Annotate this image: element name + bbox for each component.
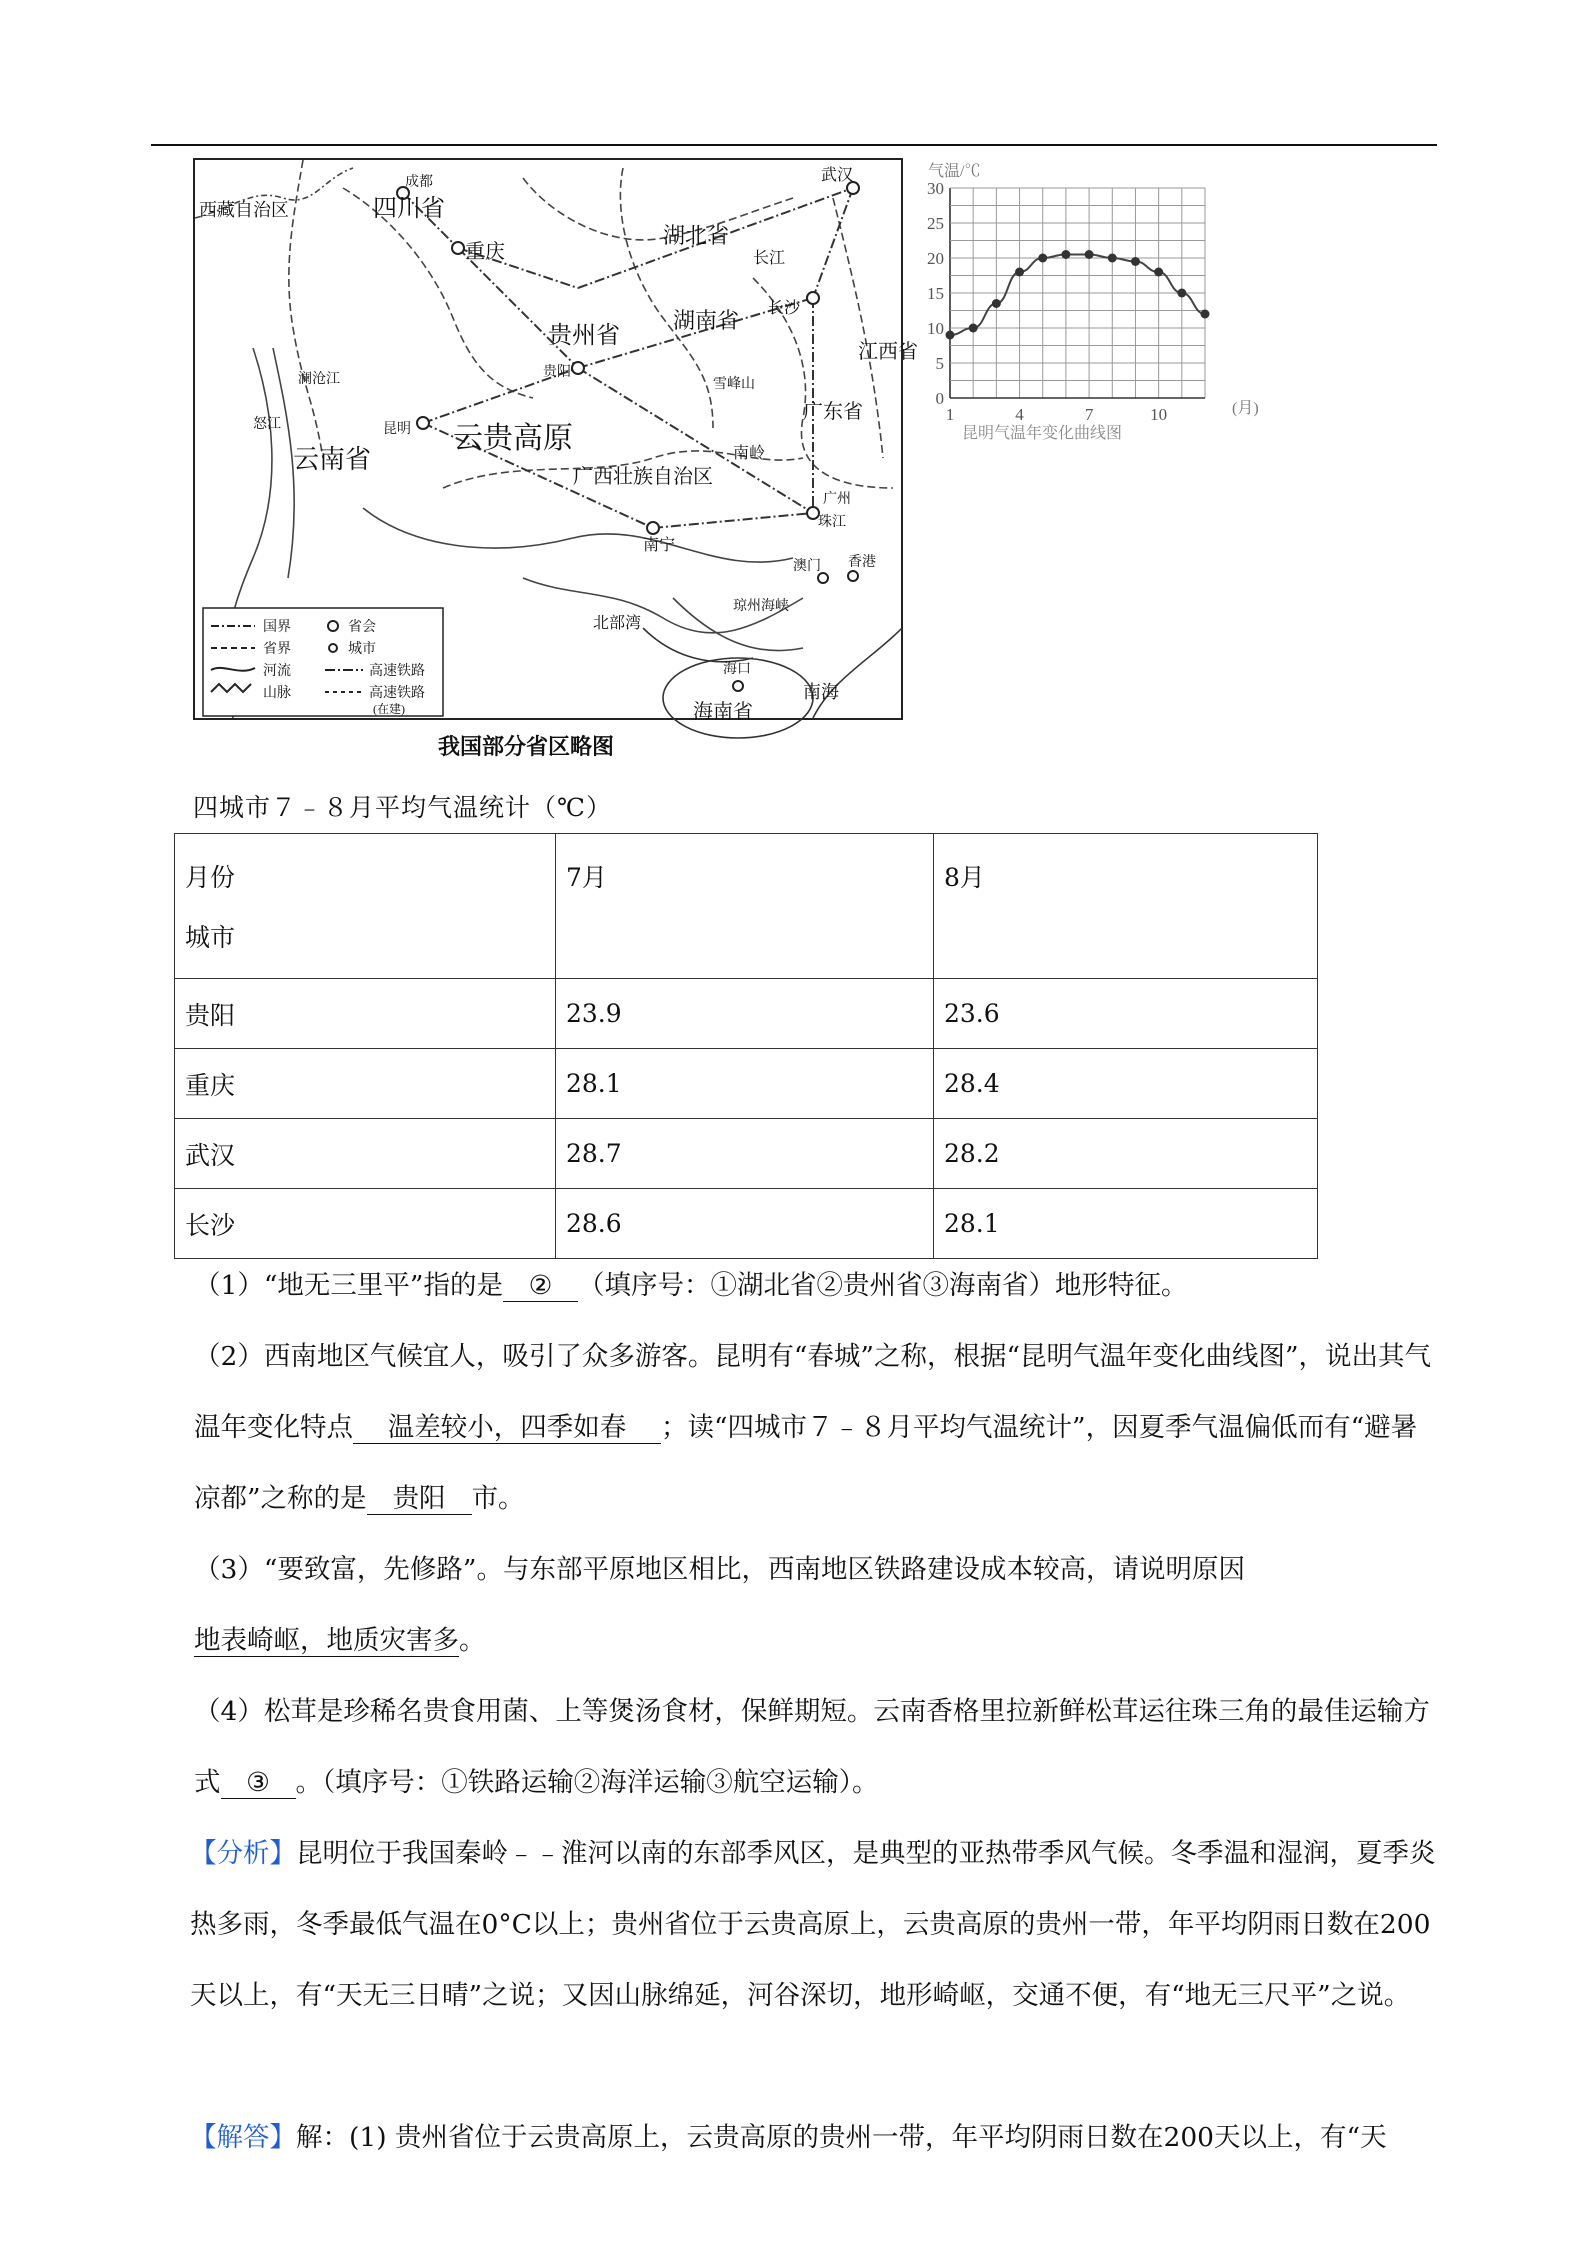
chart-data-point	[1177, 289, 1186, 298]
chart-ytick-label: 10	[927, 319, 944, 338]
map-city-zhujiang: 珠江	[818, 515, 846, 530]
table-row	[175, 1119, 1318, 1189]
map-city-wuhan: 武汉	[821, 167, 854, 184]
header-month: 月份	[185, 863, 236, 892]
chart-data-point	[1015, 268, 1024, 277]
map-legend	[203, 608, 443, 716]
legend-shenghui: 省会	[348, 620, 376, 635]
header-city: 城市	[185, 923, 236, 952]
chart-data-point	[1108, 254, 1117, 263]
map-label-sichuan: 四川省	[373, 196, 445, 222]
analysis-section	[190, 1818, 1440, 2031]
chart-xtick-label: 10	[1150, 405, 1168, 424]
chart-data-point	[992, 299, 1001, 308]
q4-answer: ③	[221, 1768, 296, 1799]
map-city-chongqing: 重庆	[465, 241, 505, 263]
question-3	[190, 1534, 1440, 1676]
header-rule	[151, 144, 1437, 146]
chart-ytick-label: 30	[927, 179, 944, 198]
map-feature-qiongzhou: 琼州海峡	[733, 599, 789, 614]
legend-chengshi: 城市	[348, 642, 376, 657]
map-city-nanning: 南宁	[643, 537, 676, 554]
legend-zaijian: (在建)	[373, 702, 405, 716]
q2-answer-1: 温差较小，四季如春	[353, 1413, 661, 1444]
map-feature-nanhai: 南海	[803, 682, 839, 702]
map-city-haikou: 海口	[723, 662, 751, 677]
table-row	[175, 1049, 1318, 1119]
map-label-guizhou: 贵州省	[548, 323, 620, 349]
cell-jul: 28.7	[556, 1119, 934, 1189]
q3-answer: 地表崎岖，地质灾害多	[194, 1625, 459, 1656]
analysis-tag: 【分析】	[190, 1838, 296, 1869]
analysis-text: 昆明位于我国秦岭﹣﹣淮河以南的东部季风区，是典型的亚热带季风气候。冬季温和湿润，夏季炎热多雨，冬季最低气温在0°C以上；贵州省位于云贵高原上，云贵高原的贵州一带，年平均阴雨日数在200天以上，有“天无三日晴”之说；又因山脉绵延，河谷深切，地形崎岖，交通不便，有“地无三尺平”之说。	[190, 1838, 1436, 2011]
chart-ylabel: 气温/℃	[928, 163, 981, 180]
legend-shanmai: 山脉	[263, 686, 291, 701]
cell-city: 贵阳	[175, 979, 556, 1049]
cell-aug: 23.6	[934, 979, 1318, 1049]
table-row	[175, 1189, 1318, 1259]
map-feature-yungui: 云贵高原	[453, 422, 573, 455]
cell-city: 武汉	[175, 1119, 556, 1189]
map-feature-nanling: 南岭	[733, 445, 766, 462]
q1-answer: ②	[503, 1271, 578, 1302]
map-city-guiyang: 贵阳	[543, 365, 571, 380]
chart-data-point	[1038, 254, 1047, 263]
chart-data-point	[1154, 268, 1163, 277]
q2-suffix: 市。	[471, 1483, 525, 1514]
province-map	[193, 158, 918, 766]
legend-heliu: 河流	[263, 664, 291, 679]
map-city-guangzhou: 广州	[823, 492, 851, 507]
q4-prefix: （4）松茸是珍稀名贵食用菌、上等煲汤食材，保鲜期短。云南香格里拉新鲜松茸运往珠三角的最佳运输方式	[194, 1696, 1430, 1798]
legend-shengjie: 省界	[263, 642, 291, 657]
chart-ytick-label: 5	[935, 354, 944, 373]
q1-suffix: （填序号：①湖北省②贵州省③海南省）地形特征。	[577, 1270, 1188, 1301]
chart-line-series	[950, 255, 1205, 336]
chart-xtick-label: 7	[1084, 405, 1094, 424]
map-label-hubei: 湖北省	[663, 223, 730, 248]
q2-middle: ；读“四城市７﹣８月平均气温统计”，因夏季气温偏低而有“避暑凉都”之称的是	[194, 1412, 1418, 1514]
header-aug: 8月	[934, 834, 1318, 979]
chart-xtick-label: 4	[1015, 405, 1024, 424]
table-caption: 四城市７﹣８月平均气温统计（℃）	[193, 793, 612, 822]
cell-jul: 28.1	[556, 1049, 934, 1119]
table-header-row	[175, 834, 1318, 979]
chart-data-point	[946, 331, 955, 340]
legend-guojie: 国界	[263, 620, 291, 635]
q1-prefix: （1）“地无三里平”指的是	[194, 1270, 503, 1301]
chart-ytick-label: 15	[927, 284, 944, 303]
chart-ytick-label: 0	[935, 389, 944, 408]
answer-text: 解：(1) 贵州省位于云贵高原上，云贵高原的贵州一带，年平均阴雨日数在200天以上，有“天	[296, 2122, 1387, 2153]
cell-aug: 28.4	[934, 1049, 1318, 1119]
cell-city: 长沙	[175, 1189, 556, 1259]
q3-suffix: 。	[459, 1625, 486, 1656]
legend-gaosu: 高速铁路	[369, 664, 425, 679]
question-4	[190, 1676, 1440, 1818]
chart-ytick-label: 20	[927, 249, 944, 268]
map-feature-xuefeng: 雪峰山	[713, 377, 755, 392]
map-label-guangdong: 广东省	[803, 401, 863, 423]
table-header-corner	[175, 834, 556, 979]
map-city-chengdu: 成都	[405, 175, 433, 190]
answer-section	[190, 2102, 1440, 2173]
map-label-yunnan: 云南省	[293, 445, 372, 474]
cell-jul: 28.6	[556, 1189, 934, 1259]
cell-aug: 28.1	[934, 1189, 1318, 1259]
q2-prefix: （2）西南地区气候宜人，吸引了众多游客。昆明有“春城”之称，根据“昆明气温年变化曲线图”，说出其气温年变化特点	[194, 1341, 1432, 1443]
map-city-hongkong: 香港	[848, 555, 876, 570]
map-label-xizang: 西藏自治区	[199, 200, 289, 220]
chart-title: 昆明气温年变化曲线图	[962, 425, 1123, 442]
chart-xtick-label: 1	[945, 405, 955, 424]
climate-chart	[920, 158, 1280, 448]
question-1	[190, 1250, 1440, 1321]
q3-prefix: （3）“要致富，先修路”。与东部平原地区相比，西南地区铁路建设成本较高，请说明原因	[194, 1554, 1245, 1585]
temperature-table	[174, 833, 1318, 1259]
map-city-kunming: 昆明	[383, 422, 411, 437]
chart-ytick-label: 25	[927, 214, 944, 233]
q4-suffix: 。（填序号：①铁路运输②海洋运输③航空运输）。	[295, 1767, 879, 1798]
cell-city: 重庆	[175, 1049, 556, 1119]
map-feature-beibuwan: 北部湾	[593, 615, 642, 632]
answer-tag: 【解答】	[190, 2122, 296, 2153]
map-label-jiangxi: 江西省	[858, 341, 918, 363]
map-feature-nujiang: 怒江	[253, 417, 281, 432]
map-feature-changjiang: 长江	[753, 250, 786, 267]
chart-data-point	[1085, 250, 1094, 259]
legend-gaosu-zaijian: 高速铁路	[369, 686, 425, 701]
chart-data-point	[1201, 310, 1210, 319]
chart-data-point	[969, 324, 978, 333]
chart-xlabel: (月)	[1232, 400, 1259, 417]
chart-grid	[950, 188, 1205, 398]
map-feature-lancang: 澜沧江	[298, 372, 340, 387]
map-city-macau: 澳门	[793, 559, 821, 574]
chart-data-point	[1061, 250, 1070, 259]
map-caption: 我国部分省区略图	[438, 734, 615, 759]
table-row	[175, 979, 1318, 1049]
map-city-changsha: 长沙	[768, 300, 801, 317]
map-label-guangxi: 广西壮族自治区	[573, 466, 713, 488]
question-2	[190, 1321, 1440, 1534]
header-jul: 7月	[556, 834, 934, 979]
map-label-hunan: 湖南省	[673, 308, 740, 333]
map-label-hainan: 海南省	[693, 701, 753, 723]
chart-data-point	[1131, 257, 1140, 266]
cell-jul: 23.9	[556, 979, 934, 1049]
cell-aug: 28.2	[934, 1119, 1318, 1189]
q2-answer-2: 贵阳	[367, 1484, 472, 1515]
